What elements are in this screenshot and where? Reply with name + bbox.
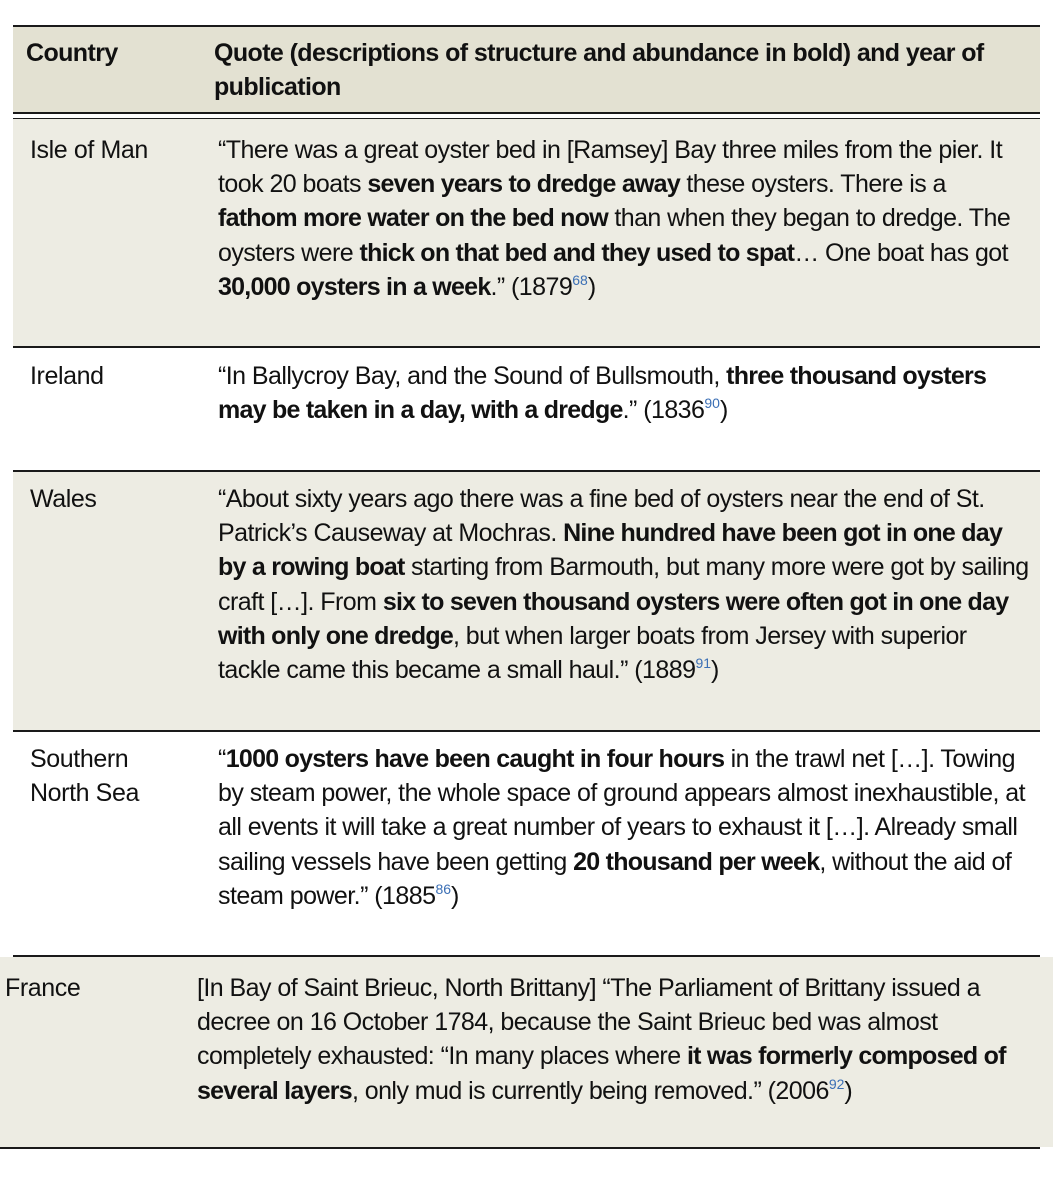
header-quote: Quote (descriptions of structure and abundance in bold) and year of publication <box>214 39 984 101</box>
country-cell: Wales <box>30 485 97 513</box>
bold-quote-text: fathom more water on the bed now <box>218 204 608 233</box>
closing-paren: ) <box>711 656 719 685</box>
country-cell: France <box>5 974 81 1002</box>
bold-quote-text: 1000 oysters have been caught in four hours <box>225 745 725 773</box>
country-cell: Isle of Man <box>30 136 148 164</box>
quote-text: “About sixty years ago there was a fine bed of oysters near the end of St. Patrick’s Causeway at Mochras. <box>218 485 985 548</box>
table-row-southern-north-sea <box>13 732 1040 955</box>
bold-quote-text: 30,000 oysters in a week <box>218 272 491 301</box>
table-bottom-rule <box>0 1147 1040 1149</box>
reference-number[interactable]: 91 <box>695 655 712 672</box>
bold-quote-text: seven years to dredge away <box>367 170 680 199</box>
reference-number[interactable]: 68 <box>572 271 588 288</box>
country-cell: Ireland <box>30 362 104 390</box>
quote-cell <box>197 971 1027 1108</box>
table-row-isle-of-man <box>13 119 1040 346</box>
quote-text: [In Bay of Saint Brieuc, North Brittany] “The Parliament of Brittany issued a decree on 16 October 1784, because the Saint Brieuc bed was almost completely exhausted: “In many places where <box>197 974 981 1071</box>
table-row-france <box>0 957 1053 1147</box>
country-cell: Southern North Sea <box>30 745 139 807</box>
bold-quote-text: Nine hundred have been got in one day by a rowing boat <box>218 519 1003 582</box>
quote-text: .” (1836 <box>622 396 705 425</box>
reference-number[interactable]: 86 <box>435 880 452 897</box>
quote-text: , without the aid of steam power.” (1885 <box>218 847 1012 910</box>
quote-text: “There was a great oyster bed in [Ramsey] Bay three miles from the pier. It took 20 boats <box>218 136 1003 199</box>
quote-text: , but when larger boats from Jersey with superior tackle came this became a small haul.” (1889 <box>218 621 967 685</box>
closing-paren: ) <box>587 272 596 301</box>
table-row-wales <box>13 472 1040 730</box>
quote-text: “In Ballycroy Bay, and the Sound of Bullsmouth, <box>218 362 727 390</box>
quote-text: these oysters. There is a <box>679 170 946 199</box>
quote-text: “ <box>218 745 226 773</box>
bold-quote-text: three thousand oysters may be taken in a day, with a dredge <box>218 362 987 425</box>
quote-text: , only mud is currently being removed.” (2006 <box>351 1076 829 1105</box>
quote-text: .” (1879 <box>490 272 573 301</box>
quote-cell <box>218 742 1030 913</box>
closing-paren: ) <box>719 396 728 425</box>
reference-number[interactable]: 90 <box>704 395 720 412</box>
quote-cell <box>218 359 1030 427</box>
header-bottom-rule <box>13 112 1040 114</box>
closing-paren: ) <box>844 1076 853 1105</box>
quote-cell <box>218 482 1030 687</box>
table-row-ireland <box>13 348 1040 470</box>
quote-text: starting from Barmouth, but many more were got by sailing craft […]. From <box>218 553 1029 616</box>
bold-quote-text: six to seven thousand oysters were often got in one day with only one dredge <box>218 587 1009 650</box>
bold-quote-text: 20 thousand per week <box>573 847 820 876</box>
quote-text: than when they began to dredge. The oysters were <box>218 204 1011 267</box>
header-country: Country <box>26 39 118 67</box>
bold-quote-text: it was formerly composed of several layers <box>197 1042 1006 1105</box>
quote-text: in the trawl net […]. Towing by steam power, the whole space of ground appears almost inexhaustible, at all events it will take a great number of years to exhaust it […]. Already small sailing vessels have been getting <box>218 745 1026 876</box>
quote-cell <box>218 133 1030 304</box>
closing-paren: ) <box>451 881 459 910</box>
bold-quote-text: thick on that bed and they used to spat <box>359 238 795 267</box>
quote-text: … One boat has got <box>794 238 1009 267</box>
reference-number[interactable]: 92 <box>828 1075 845 1092</box>
